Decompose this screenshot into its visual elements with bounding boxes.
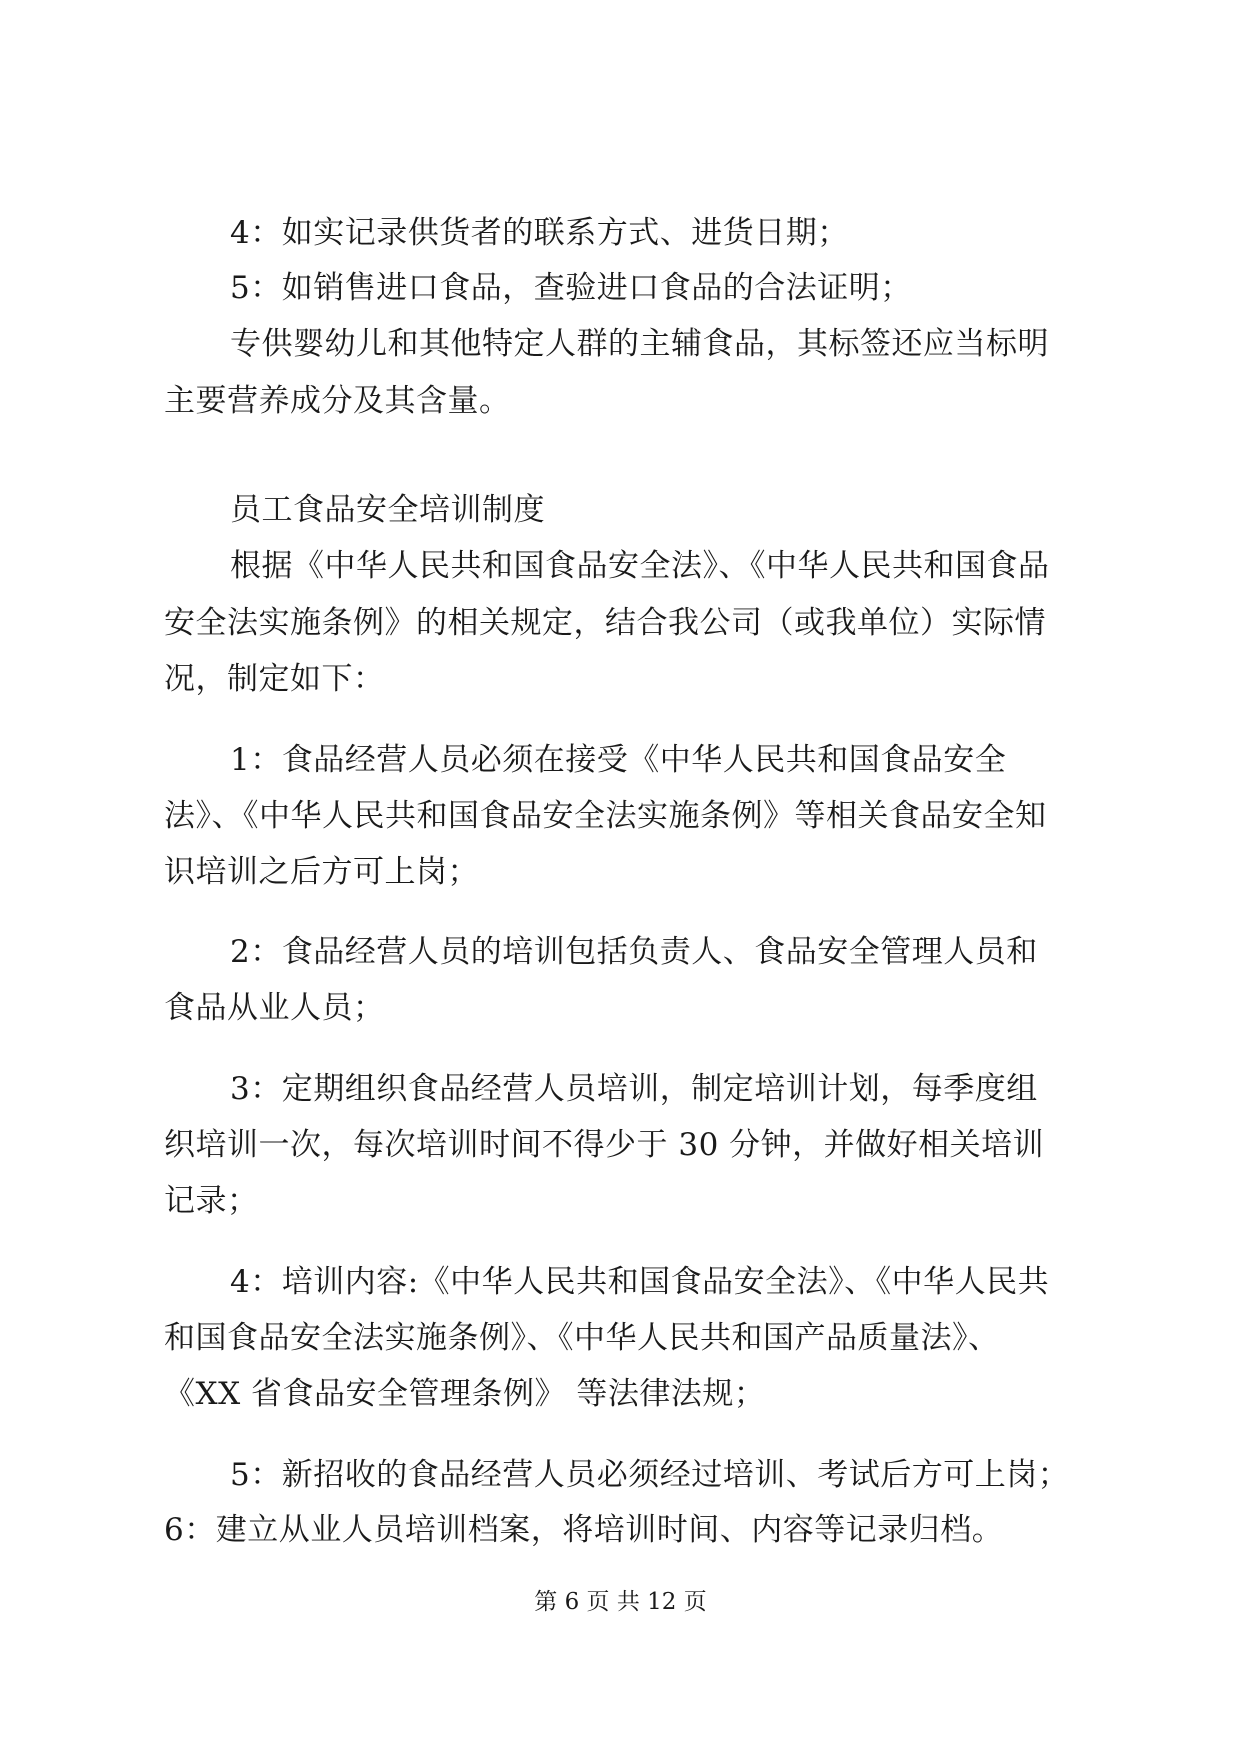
text-line: 况，制定如下： [164, 661, 385, 697]
text-line: 6：建立从业人员培训档案，将培训时间、内容等记录归档。 [164, 1512, 1004, 1548]
text-line: 和国食品安全法实施条例》、《中华人民共和国产品质量法》、 [164, 1320, 1000, 1356]
text-line: 5：如销售进口食品，查验进口食品的合法证明； [230, 270, 912, 306]
text-line: 织培训一次，每次培训时间不得少于 30 分钟，并做好相关培训 [164, 1127, 1045, 1163]
section-title: 员工食品安全培训制度 [230, 492, 545, 528]
text-line: 4：如实记录供货者的联系方式、进货日期； [230, 215, 849, 251]
page-number-footer: 第 6 页 共 12 页 [534, 1589, 707, 1615]
text-line: 食品从业人员； [164, 990, 385, 1026]
text-line: 记录； [164, 1183, 259, 1219]
text-line: 1：食品经营人员必须在接受《中华人民共和国食品安全 [230, 742, 1007, 778]
text-line: 3：定期组织食品经营人员培训，制定培训计划，每季度组 [230, 1071, 1038, 1107]
text-line: 根据《中华人民共和国食品安全法》、《中华人民共和国食品 [230, 548, 1050, 584]
text-line: 《XX 省食品安全管理条例》 等法律法规； [164, 1376, 766, 1412]
text-line: 专供婴幼儿和其他特定人群的主辅食品，其标签还应当标明 [230, 326, 1049, 362]
text-line: 5：新招收的食品经营人员必须经过培训、考试后方可上岗； [230, 1457, 1070, 1493]
text-line: 识培训之后方可上岗； [164, 854, 479, 890]
text-line: 安全法实施条例》的相关规定，结合我公司（或我单位）实际情 [164, 605, 1046, 641]
text-line: 4：培训内容:《中华人民共和国食品安全法》、《中华人民共 [230, 1264, 1050, 1300]
text-line: 2：食品经营人员的培训包括负责人、食品安全管理人员和 [230, 934, 1038, 970]
text-line: 主要营养成分及其含量。 [164, 383, 511, 419]
text-line: 法》、《中华人民共和国食品安全法实施条例》等相关食品安全知 [164, 798, 1047, 834]
